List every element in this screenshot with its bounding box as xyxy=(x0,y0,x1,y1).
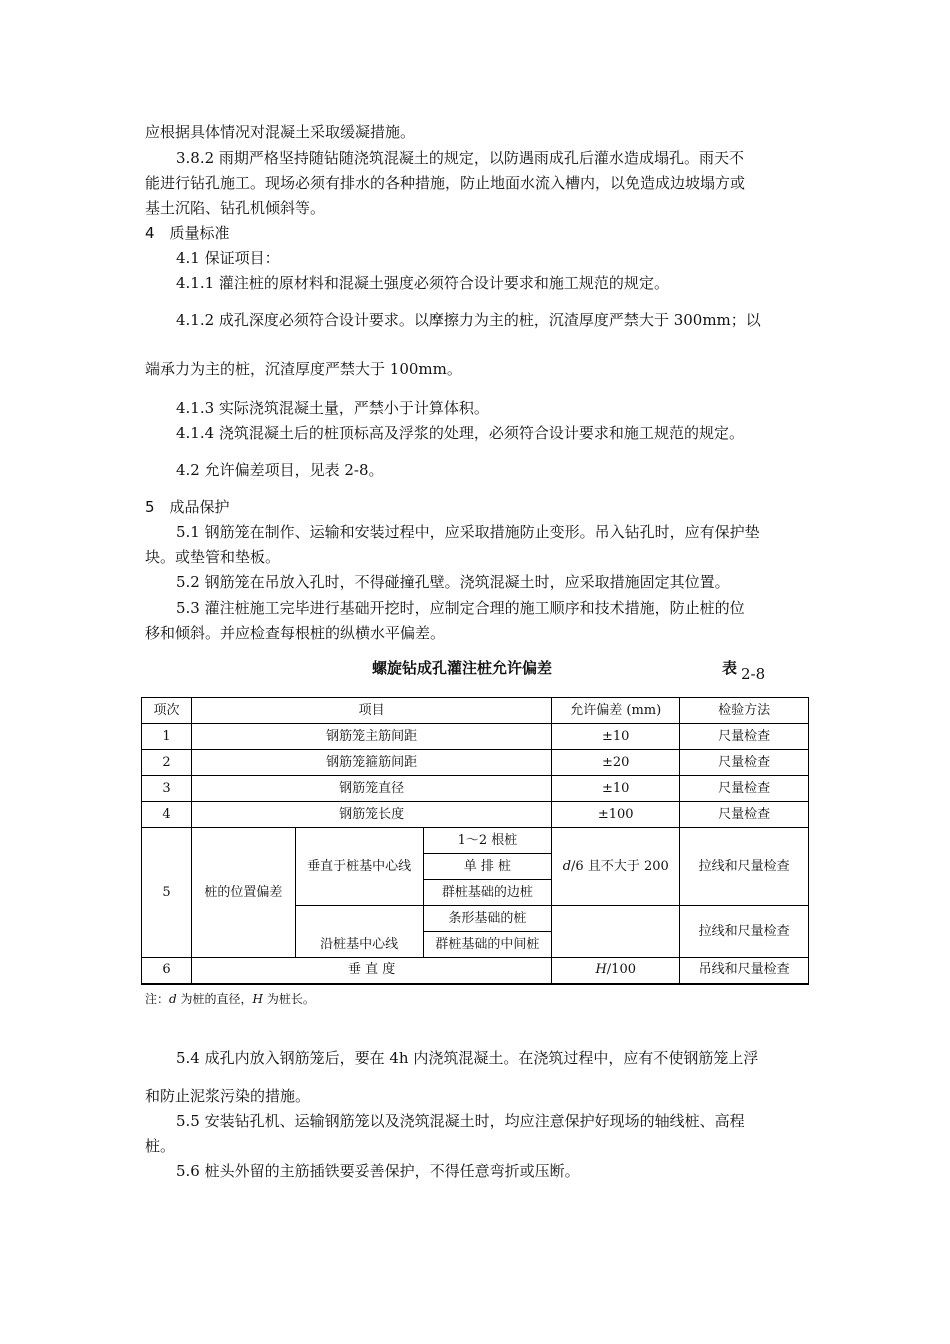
paragraph-3-8-2-line3: 基土沉陷、钻孔机倾斜等。 xyxy=(145,199,326,217)
cell-method: 尺量检查 xyxy=(680,724,809,750)
cell-method: 拉线和尺量检查 xyxy=(680,906,809,958)
table-note: 注：d 为桩的直径，H 为桩长。 xyxy=(145,992,315,1006)
cell-method: 吊线和尺量检查 xyxy=(680,958,809,984)
paragraph-5-2: 5.2 钢筋笼在吊放入孔时，不得碰撞孔壁。浇筑混凝土时，应采取措施固定其位置。 xyxy=(176,573,730,591)
table-row xyxy=(142,750,809,776)
tolerance-text: /6 且不大于 200 xyxy=(571,858,669,874)
paragraph-5-3: 5.3 灌注桩施工完毕进行基础开挖时，应制定合理的施工顺序和技术措施，防止桩的位 xyxy=(176,599,745,617)
paragraph-3-8-2: 3.8.2 雨期严格坚持随钻随浇筑混凝土的规定，以防遇雨成孔后灌水造成塌孔。雨天不 xyxy=(176,149,744,167)
cell-item: 钢筋笼直径 xyxy=(191,776,551,802)
header-no: 项次 xyxy=(142,698,192,724)
symbol-d: d xyxy=(562,858,572,874)
cell-method: 尺量检查 xyxy=(680,802,809,828)
cell-item: 钢筋笼箍筋间距 xyxy=(191,750,551,776)
paragraph-4-2: 4.2 允许偏差项目，见表 2-8。 xyxy=(176,461,384,479)
cell-no: 3 xyxy=(142,776,192,802)
cell-tolerance xyxy=(552,828,680,906)
cell-tolerance: ±10 xyxy=(552,776,680,802)
cell-no: 6 xyxy=(142,958,192,984)
paragraph-5-3-line2: 移和倾斜。并应检查每根桩的纵横水平偏差。 xyxy=(145,624,446,642)
table-row xyxy=(142,776,809,802)
cell-tolerance: ±20 xyxy=(552,750,680,776)
cell-item: 桩的位置偏差 xyxy=(191,828,295,958)
cell-sub-item: 垂直于桩基中心线 xyxy=(295,828,423,906)
paragraph-5-1: 5.1 钢筋笼在制作、运输和安装过程中，应采取措施防止变形。吊入钻孔时，应有保护垫 xyxy=(176,523,760,541)
section-heading-4: 4 质量标准 xyxy=(145,224,230,242)
cell-sub-sub-item: 条形基础的桩 xyxy=(423,906,552,932)
paragraph-5-1-line2: 块。或垫管和垫板。 xyxy=(145,548,281,566)
cell-sub-sub-item: 群桩基础的边桩 xyxy=(423,880,552,906)
table-row xyxy=(142,958,809,984)
paragraph-4-1-2-line2: 端承力为主的桩，沉渣厚度严禁大于 100mm。 xyxy=(145,360,462,378)
paragraph-5-4: 5.4 成孔内放入钢筋笼后，要在 4h 内浇筑混凝土。在浇筑过程中，应有不使钢筋笼上浮 xyxy=(176,1049,759,1067)
cell-sub-sub-item: 群桩基础的中间桩 xyxy=(423,932,552,958)
table-number: 2-8 xyxy=(741,665,766,683)
cell-method: 拉线和尺量检查 xyxy=(680,828,809,906)
header-method: 检验方法 xyxy=(680,698,809,724)
cell-no: 2 xyxy=(142,750,192,776)
cell-no: 4 xyxy=(142,802,192,828)
section-heading-5: 5 成品保护 xyxy=(145,498,230,516)
paragraph-text: 应根据具体情况对混凝土采取缓凝措施。 xyxy=(145,123,416,141)
table-caption: 螺旋钻成孔灌注桩允许偏差 xyxy=(372,659,553,677)
cell-item: 钢筋笼长度 xyxy=(191,802,551,828)
header-tolerance: 允许偏差 (mm) xyxy=(552,698,680,724)
header-item: 项目 xyxy=(191,698,551,724)
cell-no: 1 xyxy=(142,724,192,750)
table-row xyxy=(142,802,809,828)
paragraph-5-5: 5.5 安装钻孔机、运输钢筋笼以及浇筑混凝土时，均应注意保护好现场的轴线桩、高程 xyxy=(176,1112,745,1130)
paragraph-4-1-2: 4.1.2 成孔深度必须符合设计要求。以摩擦力为主的桩，沉渣厚度严禁大于 300mm；以 xyxy=(176,311,761,329)
cell-item: 钢筋笼主筋间距 xyxy=(191,724,551,750)
cell-tolerance: ±100 xyxy=(552,802,680,828)
table-row xyxy=(142,828,809,854)
cell-no: 5 xyxy=(142,828,192,958)
paragraph-4-1: 4.1 保证项目： xyxy=(176,249,280,267)
tolerance-text: /100 xyxy=(606,962,636,978)
cell-sub-sub-item: 单 排 桩 xyxy=(423,854,552,880)
table-number-label: 表 xyxy=(722,659,738,677)
cell-method: 尺量检查 xyxy=(680,776,809,802)
cell-sub-sub-item: 1～2 根桩 xyxy=(423,828,552,854)
cell-tolerance: ±10 xyxy=(552,724,680,750)
cell-tolerance-empty xyxy=(552,906,680,958)
cell-tolerance xyxy=(552,958,680,984)
paragraph-4-1-3: 4.1.3 实际浇筑混凝土量，严禁小于计算体积。 xyxy=(176,399,489,417)
paragraph-5-4-line2: 和防止泥浆污染的措施。 xyxy=(145,1087,311,1105)
cell-sub-item: 沿桩基中心线 xyxy=(295,906,423,958)
paragraph-4-1-1: 4.1.1 灌注桩的原材料和混凝土强度必须符合设计要求和施工规范的规定。 xyxy=(176,274,669,292)
table-row xyxy=(142,724,809,750)
tolerance-table xyxy=(141,697,809,985)
cell-method: 尺量检查 xyxy=(680,750,809,776)
paragraph-4-1-4: 4.1.4 浇筑混凝土后的桩顶标高及浮浆的处理，必须符合设计要求和施工规范的规定。 xyxy=(176,424,744,442)
cell-item: 垂 直 度 xyxy=(191,958,551,984)
paragraph-3-8-2-line2: 能进行钻孔施工。现场必须有排水的各种措施，防止地面水流入槽内，以免造成边坡塌方或 xyxy=(145,174,746,192)
paragraph-5-6: 5.6 桩头外留的主筋插铁要妥善保护，不得任意弯折或压断。 xyxy=(176,1162,580,1180)
table-header-row xyxy=(142,698,809,724)
symbol-h: H xyxy=(595,962,607,978)
paragraph-5-5-line2: 桩。 xyxy=(145,1137,176,1155)
